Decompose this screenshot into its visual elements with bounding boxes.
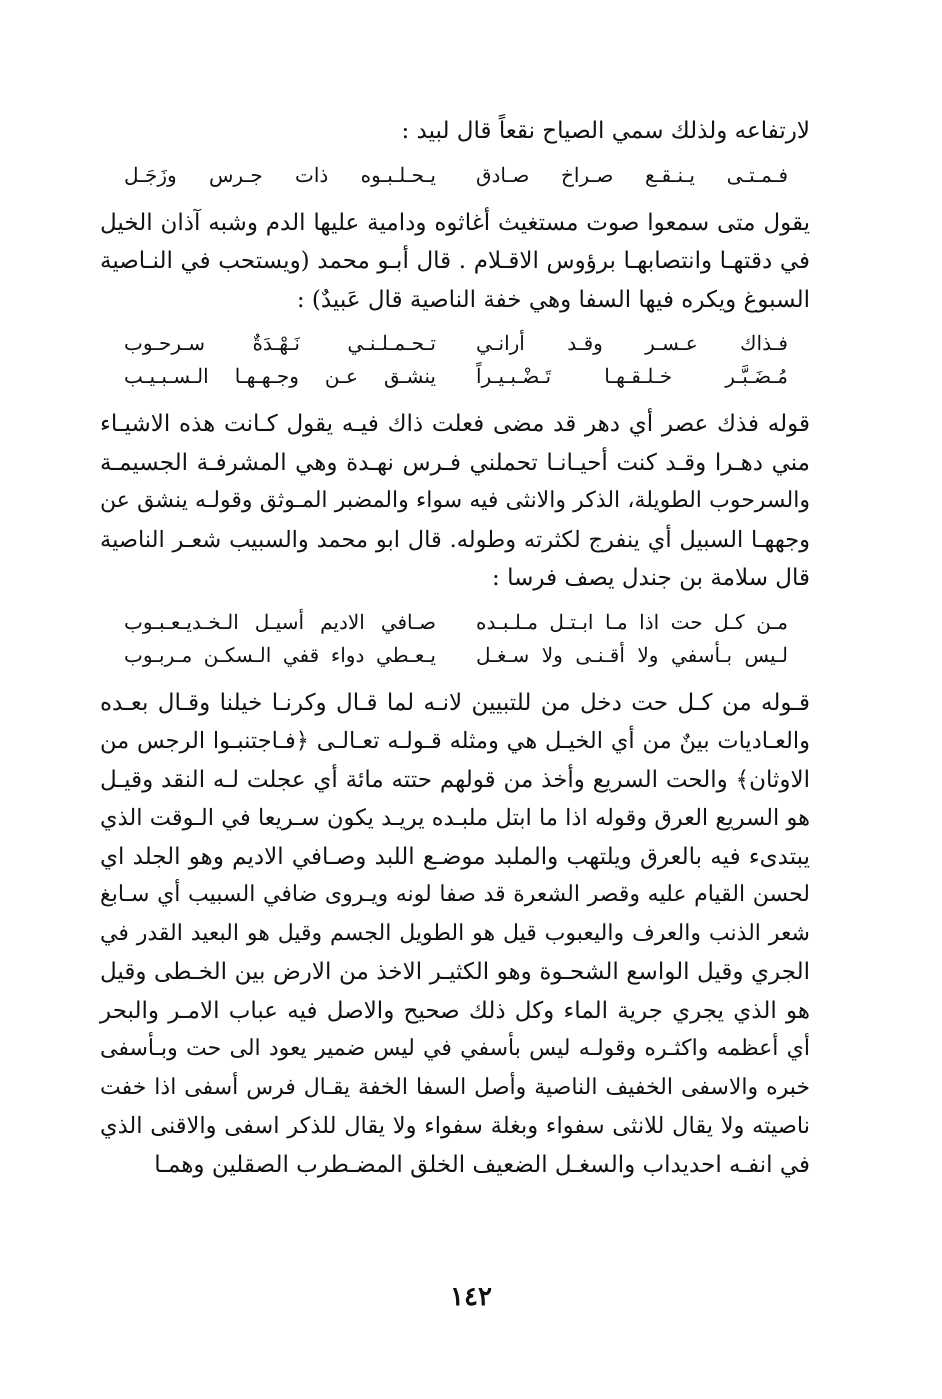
prose-paragraph [100, 684, 810, 1185]
first-hemistich: مُـضَـبَّـر خـلـقـهـا تَـضْـبـيـراً [476, 364, 788, 388]
verse-line [100, 360, 810, 393]
text-line: شعر الذنب والعرف واليعبوب قيل هو الطويل الجسم وقيل هو البعيد القدر في [100, 920, 810, 946]
verse-line [100, 159, 810, 192]
first-hemistich: فـذاك عـسـر وقـد أرانـي [476, 331, 788, 355]
text-line: يبتدىء فيه بالعرق ويلتهب والملبد موضـع اللبد وصـافي الاديم وهو الجلد اي [100, 843, 810, 870]
text-line: الجري وقيل الواسع الشحـوة وهو الكثيـر الاخذ من الارض بين الخـطى وقيل [100, 959, 810, 985]
first-hemistich: مـن كـل حت اذا مـا ابـتـل مـلـبـده [476, 609, 788, 634]
poem-verse [100, 159, 810, 192]
second-hemistich: يـحـلـبـوه ذات جـرس وزَجَـل [124, 162, 436, 187]
second-hemistich: تـحـمـلـنـي نَـهْـدَةٌ سـرحـوب [124, 331, 436, 355]
text-line: الاوثان﴾ والحت السريع وأخذ من قولهم حتته مائة أي عجلت لـه النقد وقيـل [100, 766, 810, 793]
prose-paragraph [100, 405, 810, 598]
text-line: يقول متى سمعوا صوت مستغيث أغاثوه ودامية عليها الدم وشبه آذان الخيل [100, 209, 810, 236]
verse-line [100, 606, 810, 639]
first-hemistich: فـمـتـى يـنـقـع صـراخ صـادق [476, 162, 788, 187]
verse-line [100, 327, 810, 360]
first-hemistich: لـيس بـأسفي ولا أقـنـى ولا سـغـل [476, 642, 788, 667]
text-line: أي أعظمه واكثـره وقولـه ليس بأسفي في ليس ضمير يعود الى حت وبـأسفى [100, 1036, 810, 1061]
text-line: السبوغ ويكره فيها السفا وهي خفة الناصية قال عَبيدٌ) : [296, 286, 810, 313]
text-line: والسرحوب الطويلة، الذكر والانثى فيه سواء والمضبر المـوثق وقولـه ينشق عن [100, 488, 810, 513]
text-line: لحسن القيام عليه وقصر الشعرة قد صفا لونه ويـروى ضافي السبيب أي سـابغ [100, 882, 810, 907]
text-line: هو السريع العرق وقوله اذا ما ابتل ملبـده يريـد يكون سـريعا في الـوقت الذي [100, 805, 810, 831]
text-line: ناصيته ولا يقال للانثى سفواء وبغلة سفواء ولا يقال للذكر اسفى والاقنى الذي [100, 1113, 810, 1139]
text-line: في دقتهـا وانتصابهـا برؤوس الاقـلام . قال أبـو محمد (ويستحب في النـاصية [100, 248, 810, 274]
second-hemistich: يـعـطي دواء قفي الـسكـن مـربـوب [124, 642, 436, 667]
page-body [100, 112, 810, 1184]
prose-paragraph [100, 112, 810, 151]
text-line: والعـاديات بينٌ من أي الخيـل هي ومثله قـولـه تعـالـى ﴿فـاجتنبـوا الرجس من [100, 728, 810, 754]
text-line: لارتفاعه ولذلك سمي الصياح نقعاً قال لبيد : [401, 118, 810, 144]
text-line: مني دهـرا وقـد كنت أحيـانـا تحملني فـرس نهـدة وهي المشرفـة الجسيمـة [100, 449, 810, 476]
prose-paragraph [100, 204, 810, 320]
text-line: خبره والاسفى الخفيف الناصية وأصل السفا الخفة يقـال فرس أسفى اذا خفت [100, 1074, 810, 1100]
poem-verse [100, 606, 810, 672]
page-number: ١٤٢ [450, 1282, 492, 1312]
text-line: قال سلامة بن جندل يصف فرسا : [492, 565, 810, 591]
poem-verse [100, 327, 810, 393]
text-line: قـوله من كـل حت دخل من للتبيين لانـه لما قـال وكرنـا خيلنا وقـال بعـده [100, 689, 810, 716]
text-line: في انفـه احديداب والسغـل الضعيف الخلق المضـطرب الصقلين وهمـا [154, 1151, 810, 1178]
verse-line [100, 639, 810, 672]
second-hemistich: ينشـق عـن وجـهـهـا الـسـبـيـب [124, 364, 436, 388]
text-line: قوله فذك عصر أي دهر قد مضى فعلت ذاك فيـه يقول كـانت هذه الاشيـاء [100, 411, 810, 437]
text-line: وجههـا السبيل أي ينفرج لكثرته وطوله. قال ابو محمد والسبيب شعـر الناصية [100, 526, 810, 553]
text-line: هو الذي يجري جرية الماء وكل ذلك صحيح والاصل فيه عباب الامـر والبحر [100, 997, 810, 1024]
second-hemistich: صـافي الاديم أسيـل الـخـديـعـبـوب [124, 609, 436, 634]
